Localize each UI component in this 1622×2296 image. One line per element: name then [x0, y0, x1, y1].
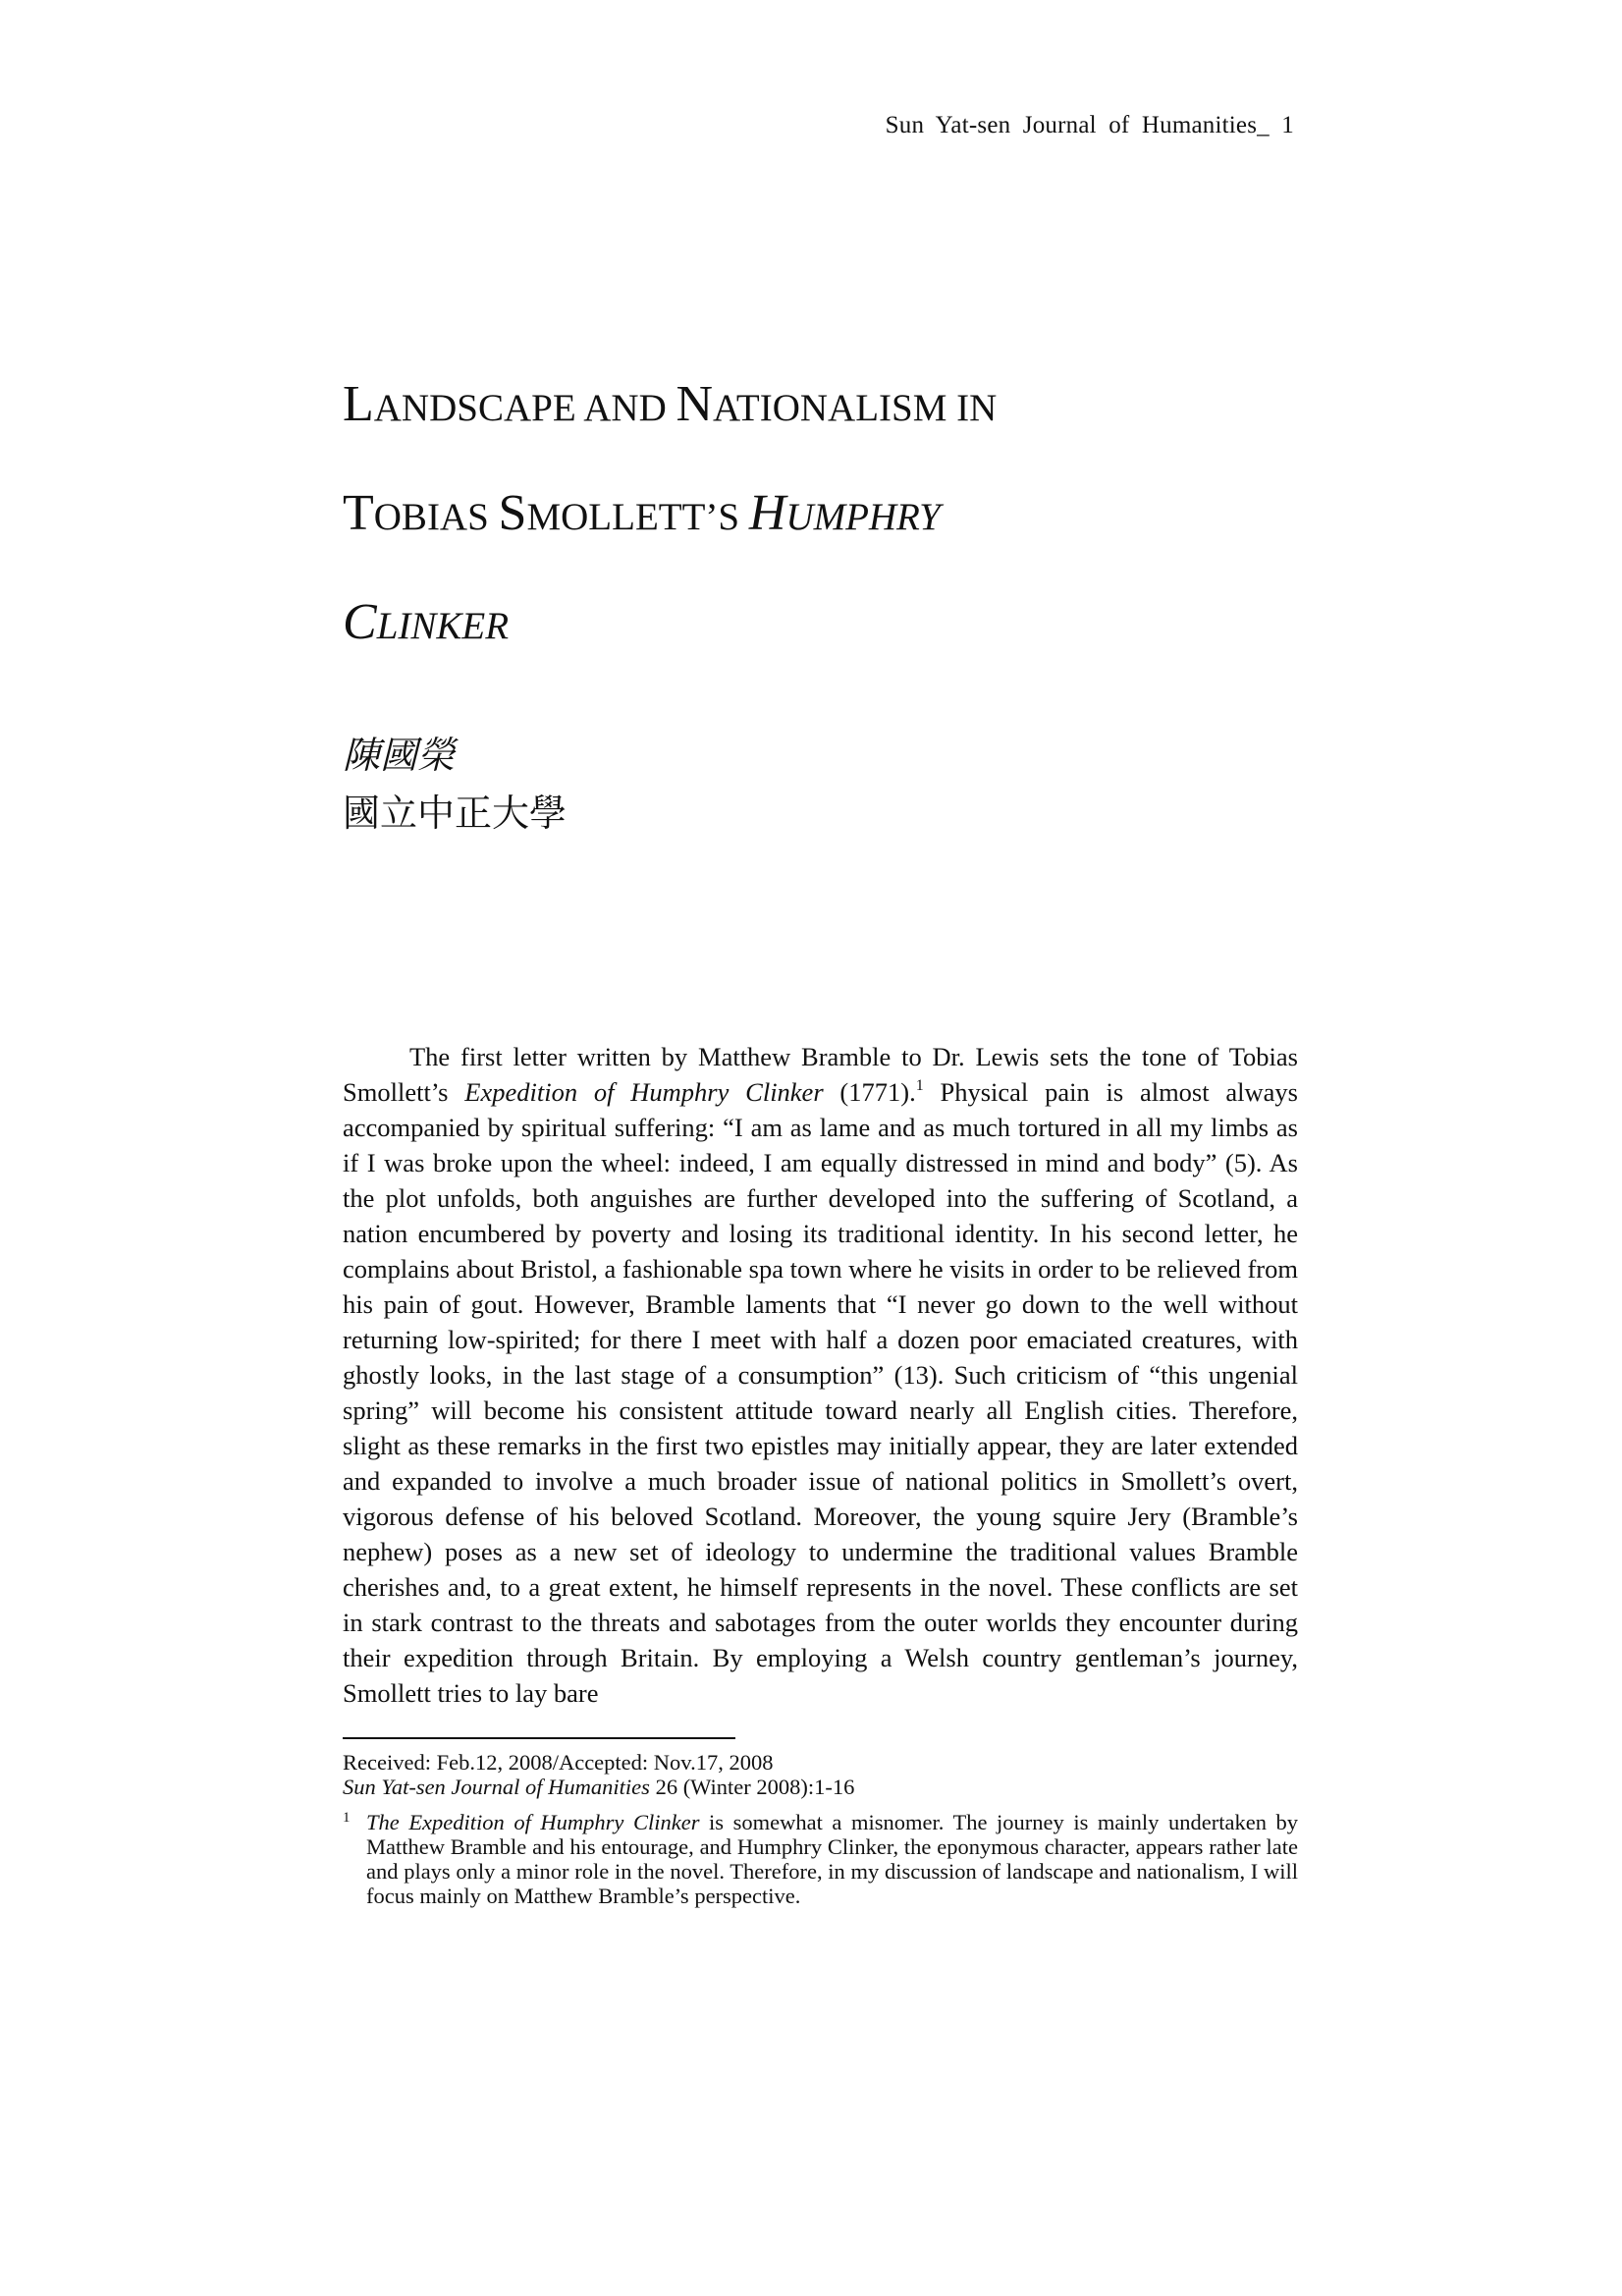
footnote-ref-1[interactable]: 1	[915, 1077, 924, 1094]
journal-citation: Sun Yat-sen Journal of Humanities 26 (Winter 2008):1-16	[343, 1775, 855, 1799]
footnote-1-text: The Expedition of Humphry Clinker is somewhat a misnomer. The journey is mainly undertaken by Matthew Bramble and his entourage, and Humphry Clinker, the eponymous character, appears rather late and plays only a minor role in the novel. Therefore, in my discussion of landscape and nationalism, I will focus mainly on Matthew Bramble’s perspective.	[366, 1810, 1299, 1908]
running-head	[886, 112, 1294, 139]
title-line-3: CLINKER	[343, 594, 510, 650]
novel-title: Expedition of Humphry Clinker	[464, 1077, 824, 1107]
author-name: 陳國榮	[343, 734, 456, 777]
received-line: Received: Feb.12, 2008/Accepted: Nov.17, 2008	[343, 1750, 774, 1775]
author-affiliation: 國立中正大學	[343, 792, 568, 835]
body-paragraph: The first letter written by Matthew Bramble to Dr. Lewis sets the tone of Tobias Smollett’s Expedition of Humphry Clinker (1771).$^1$ Physical pain is almost always accompanied by spiritual suffering: “I am as lame and as much tortured in all my limbs as if I was broke upon the wheel: indeed, I am equally distressed in mind and body” (5). As the plot unfolds, both anguishes are further developed into the suffering of Scotland, a nation encumbered by poverty and losing its traditional identity. In his second letter, he complains about Bristol, a fashionable spa town where he visits in order to be relieved from his pain of gout. However, Bramble laments that “I never go down to the well without returning low-spirited; for there I meet with half a dozen poor emaciated creatures, with ghostly looks, in the last stage of a consumption” (13). Such criticism of “this ungenial spring” will become his consistent attitude toward nearly all English cities. Therefore, slight as these remarks in the first two epistles may initially appear, they are later extended and expanded to involve a much broader issue of national politics in Smollett’s overt, vigorous defense of his beloved Scotland. Moreover, the young squire Jery (Bramble’s nephew) poses as a new set of ideology to undermine the traditional values Bramble cherishes and, to a great extent, he himself represents in the novel. These conflicts are set in stark contrast to the threats and sabotages from the outer worlds they encounter during their expedition through Britain. By employing a Welsh country gentleman’s journey, Smollett tries to lay bare	[343, 1042, 1298, 1708]
running-head-text: Sun Yat-sen Journal of Humanities_ 1	[885, 112, 1294, 138]
footnote-1-marker: 1	[343, 1810, 351, 1826]
title-line-2: TOBIAS SMOLLETT’S HUMPHRY	[343, 485, 941, 541]
footnote-separator	[343, 1737, 735, 1739]
article-title	[343, 352, 1325, 679]
footnote-1	[343, 1810, 1298, 1908]
title-line-1: LANDSCAPE AND NATIONALISM IN	[343, 376, 998, 432]
